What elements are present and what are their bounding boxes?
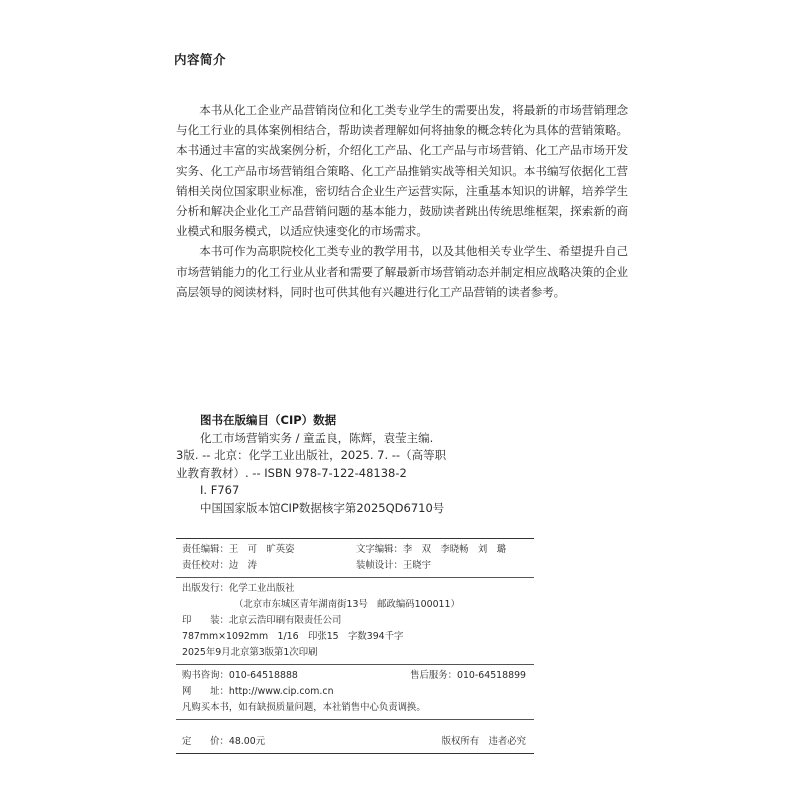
proofreader: 责任校对：边 涛 xyxy=(182,560,258,571)
publisher: 出版发行：化学工业出版社 xyxy=(182,583,295,594)
publishing-section xyxy=(176,578,534,664)
copyright-notice: 版权所有 违者必究 xyxy=(441,736,526,747)
intro-text xyxy=(176,100,628,302)
cip-block xyxy=(176,412,476,517)
cip-line-edition: 3版. -- 北京：化学工业出版社，2025. 7. --（高等职 xyxy=(176,448,447,462)
text-editor: 文字编辑：李 双 李晓畅 刘 璐 xyxy=(356,544,507,555)
credits-row-1 xyxy=(182,542,528,558)
price-section xyxy=(176,720,534,753)
purchase-consult: 购书咨询：010-64518888 xyxy=(182,670,298,681)
cip-line-record-number: 中国国家版本馆CIP数据核字第2025QD6710号 xyxy=(200,500,445,515)
replacement-notice: 凡购买本书，如有缺损质量问题，本社销售中心负责调换。 xyxy=(182,702,426,713)
intro-heading: 内容简介 xyxy=(174,52,227,67)
intro-paragraph-1: 本书从化工企业产品营销岗位和化工类专业学生的需要出发，将最新的市场营销理念与化工行业的具体案例相结合，帮助读者理解如何将抽象的概念转化为具体的营销策略。本书通过丰富的实战案例分析，介绍化工产品、化工产品与市场营销、化工产品市场开发实务、化工产品市场营销组合策略、化工产品推销实战等相关知识。本书编写依据化工营销相关岗位国家职业标准，密切结合企业生产运营实际，注重基本知识的讲解，培养学生分析和解决企业化工产品营销问题的基本能力，鼓励读者跳出传统思维框架，探索新的商业模式和服务模式，以适应快速变化的市场需求。 xyxy=(176,103,628,239)
cip-line-title-author: 化工市场营销实务 / 童孟良，陈辉，袁莹主编. xyxy=(200,430,434,445)
credits-row-2 xyxy=(182,558,528,574)
contact-section xyxy=(176,665,534,719)
edition-printing: 2025年9月北京第3版第1次印刷 xyxy=(182,647,318,658)
book-format: 787mm×1092mm 1/16 印张15 字数394千字 xyxy=(182,631,404,642)
cip-line-isbn: 业教育教材）. -- ISBN 978-7-122-48138-2 xyxy=(176,465,407,480)
intro-paragraph-2: 本书可作为高职院校化工类专业的教学用书，以及其他相关专业学生、希望提升自己市场营销能力的化工行业从业者和需要了解最新市场营销动态并制定相应战略决策的企业高层领导的阅读材料，同时也可供其他有兴趣进行化工产品营销的读者参考。 xyxy=(176,244,628,299)
cover-designer: 装帧设计：王晓宇 xyxy=(356,560,432,571)
credits-section xyxy=(176,539,534,577)
after-sales-service: 售后服务：010-64518899 xyxy=(410,670,526,681)
publication-info xyxy=(176,538,534,754)
divider xyxy=(176,753,534,754)
publisher-address: （北京市东城区青年湖南街13号 邮政编码100011） xyxy=(234,599,460,610)
printer: 印 装：北京云浩印刷有限责任公司 xyxy=(182,615,342,626)
website: 网 址：http://www.cip.com.cn xyxy=(182,686,334,697)
price-row xyxy=(182,734,528,750)
cip-line-classification: Ⅰ. F767 xyxy=(200,483,240,497)
cip-title: 图书在版编目（CIP）数据 xyxy=(200,413,337,427)
price: 定 价：48.00元 xyxy=(182,736,266,747)
contact-row xyxy=(182,668,528,684)
responsible-editor: 责任编辑：王 可 旷英姿 xyxy=(182,544,295,555)
